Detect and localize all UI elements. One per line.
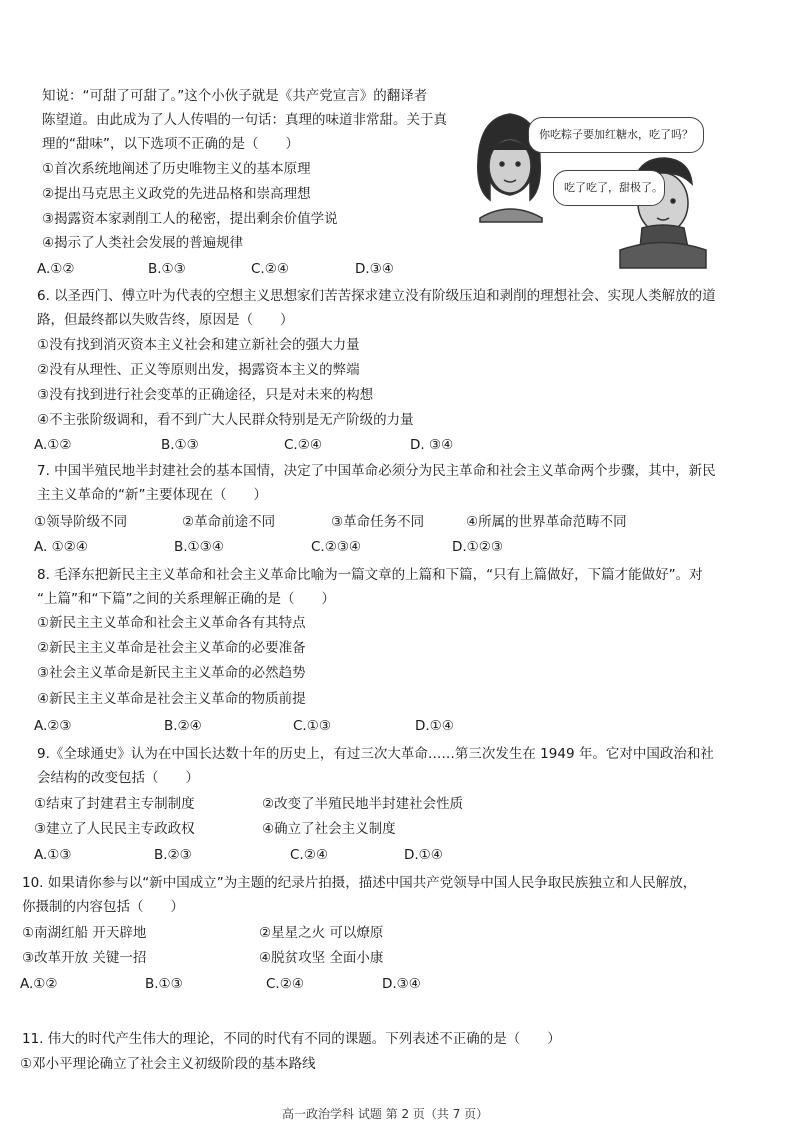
q10-item-1: ①南湖红船 开天辟地: [22, 925, 147, 941]
q9-item-2: ②改变了半殖民地半封建社会性质: [262, 796, 464, 812]
q9-option-d: D.①④: [404, 847, 443, 863]
q7-option-a: A. ①②④: [34, 539, 88, 555]
q10-option-b: B.①③: [145, 976, 183, 992]
q5-item-4: ④揭示了人类社会发展的普遍规律: [42, 235, 244, 251]
q9-option-b: B.②③: [154, 847, 192, 863]
q5-item-3: ③揭露资本家剥削工人的秘密，提出剩余价值学说: [42, 211, 338, 227]
q7-item-3: ③革命任务不同: [331, 514, 425, 530]
q7-item-1: ①领导阶级不同: [34, 514, 128, 530]
q10-item-4: ④脱贫攻坚 全面小康: [259, 950, 384, 966]
q6-stem-line-1: 6. 以圣西门、傅立叶为代表的空想主义思想家们苦苦探求建立没有阶级压迫和剥削的理想社会、实现人类解放的道: [37, 288, 716, 304]
q6-option-a: A.①②: [34, 437, 72, 453]
q5-option-c: C.②④: [251, 261, 289, 277]
q8-stem-line-2: “上篇”和“下篇”之间的关系理解正确的是（ ）: [37, 591, 335, 607]
q9-item-3: ③建立了人民民主专政政权: [34, 821, 195, 837]
q7-option-c: C.②③④: [311, 539, 362, 555]
q6-item-2: ②没有从理性、正义等原则出发，揭露资本主义的弊端: [37, 362, 360, 378]
q7-option-d: D.①②③: [452, 539, 503, 555]
q10-option-d: D.③④: [382, 976, 421, 992]
q7-item-4: ④所属的世界革命范畴不同: [466, 514, 627, 530]
page-footer: 高一政治学科 试题 第 2 页（共 7 页）: [282, 1107, 489, 1121]
q5-stem-line-1: 知说：“可甜了可甜了。”这个小伙子就是《共产党宣言》的翻译者: [42, 88, 428, 104]
q5-stem-line-2: 陈望道。由此成为了人人传唱的一句话：真理的味道非常甜。关于真: [42, 112, 447, 128]
q6-item-1: ①没有找到消灭资本主义社会和建立新社会的强大力量: [37, 337, 360, 353]
q9-option-c: C.②④: [290, 847, 328, 863]
q8-item-3: ③社会主义革命是新民主主义革命的必然趋势: [37, 665, 306, 681]
q8-item-4: ④新民主主义革命是社会主义革命的物质前提: [37, 691, 306, 707]
q10-stem-line-1: 10. 如果请你参与以“新中国成立”为主题的纪录片拍摄，描述中国共产党领导中国人民争取民族独立和人民解放，: [22, 875, 697, 891]
q9-stem-line-2: 会结构的改变包括（ ）: [37, 770, 199, 786]
q9-item-4: ④确立了社会主义制度: [262, 821, 396, 837]
q7-option-b: B.①③④: [174, 539, 224, 555]
q7-stem-line-2: 主主义革命的“新”主要体现在（ ）: [37, 487, 267, 503]
q8-option-b: B.②④: [164, 718, 202, 734]
q6-item-3: ③没有找到进行社会变革的正确途径，只是对未来的构想: [37, 387, 374, 403]
q5-item-1: ①首次系统地阐述了历史唯物主义的基本原理: [42, 161, 311, 177]
q6-option-d: D. ③④: [410, 437, 454, 453]
q9-option-a: A.①③: [34, 847, 72, 863]
q6-item-4: ④不主张阶级调和，看不到广大人民群众特别是无产阶级的力量: [37, 412, 414, 428]
q6-stem-line-2: 路，但最终都以失败告终，原因是（ ）: [37, 312, 294, 328]
q8-option-d: D.①④: [415, 718, 454, 734]
q11-stem-line-1: 11. 伟大的时代产生伟大的理论，不同的时代有不同的课题。下列表述不正确的是（ ）: [22, 1031, 561, 1047]
q10-item-2: ②星星之火 可以燎原: [259, 925, 384, 941]
q5-stem-line-3: 理的“甜味”，以下选项不正确的是（ ）: [42, 136, 299, 152]
q9-stem-line-1: 9.《全球通史》认为在中国长达数十年的历史上，有过三次大革命……第三次发生在 1949 年。它对中国政治和社: [37, 746, 714, 762]
speech-bubble-man: 吃了吃了，甜极了。: [553, 170, 665, 206]
q9-item-1: ①结束了封建君主专制制度: [34, 796, 195, 812]
q5-option-a: A.①②: [37, 261, 75, 277]
q10-option-a: A.①②: [20, 976, 58, 992]
q8-option-c: C.①③: [293, 718, 331, 734]
q6-option-c: C.②④: [284, 437, 322, 453]
q8-item-2: ②新民主主义革命是社会主义革命的必要准备: [37, 640, 306, 656]
q7-item-2: ②革命前途不同: [182, 514, 276, 530]
q10-option-c: C.②④: [266, 976, 304, 992]
q10-item-3: ③改革开放 关键一招: [22, 950, 147, 966]
speech-bubble-woman: 你吃粽子要加红糖水，吃了吗？: [528, 117, 704, 153]
q5-item-2: ②提出马克思主义政党的先进品格和崇高理想: [42, 186, 311, 202]
q10-stem-line-2: 你摄制的内容包括（ ）: [22, 899, 184, 915]
q7-stem-line-1: 7. 中国半殖民地半封建社会的基本国情，决定了中国革命必须分为民主革命和社会主义革命两个步骤，其中，新民: [37, 463, 716, 479]
q6-option-b: B.①③: [161, 437, 199, 453]
q8-stem-line-1: 8. 毛泽东把新民主主义革命和社会主义革命比喻为一篇文章的上篇和下篇，“只有上篇做好，下篇才能做好”。对: [37, 567, 703, 583]
q8-item-1: ①新民主主义革命和社会主义革命各有其特点: [37, 615, 306, 631]
q11-item-1: ①邓小平理论确立了社会主义初级阶段的基本路线: [20, 1056, 316, 1072]
q5-option-d: D.③④: [355, 261, 394, 277]
q8-option-a: A.②③: [34, 718, 72, 734]
q5-option-b: B.①③: [148, 261, 186, 277]
